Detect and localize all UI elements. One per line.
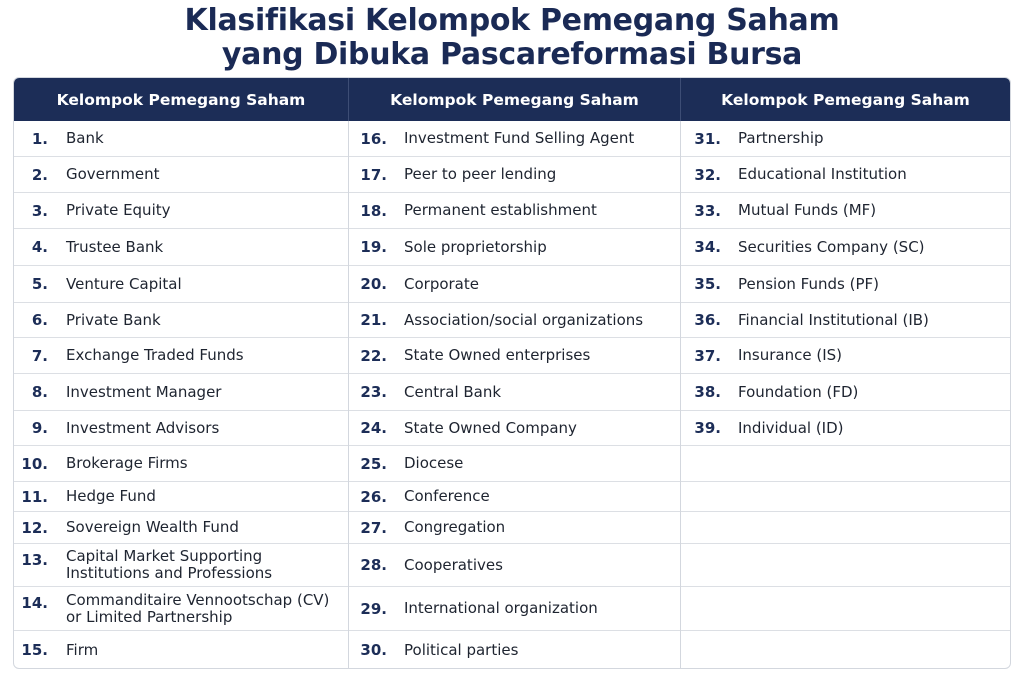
row-number: 33. xyxy=(694,201,721,220)
table-row xyxy=(14,587,348,631)
row-number: 17. xyxy=(360,165,387,184)
row-label: Congregation xyxy=(404,518,506,536)
row-label: Peer to peer lending xyxy=(404,165,557,183)
row-label: Pension Funds (PF) xyxy=(738,274,879,293)
table-row xyxy=(349,374,680,411)
table-row xyxy=(14,303,348,338)
table-header xyxy=(14,78,1010,121)
page-title-line-2: yang Dibuka Pascareformasi Bursa xyxy=(221,37,803,72)
row-number: 7. xyxy=(31,346,48,365)
table-row xyxy=(349,411,680,446)
row-label: Conference xyxy=(404,487,490,505)
row-label: Central Bank xyxy=(404,382,502,401)
row-number: 28. xyxy=(360,556,387,574)
row-label: Investment Fund Selling Agent xyxy=(404,129,635,147)
row-label: Partnership xyxy=(738,129,824,147)
table-row xyxy=(349,121,680,157)
row-number: 8. xyxy=(31,383,48,401)
table-row xyxy=(349,303,680,338)
table-row xyxy=(349,631,680,669)
table-row xyxy=(14,121,348,157)
row-number: 27. xyxy=(360,518,387,537)
table-row xyxy=(349,482,680,512)
table-row xyxy=(14,446,348,482)
row-number: 5. xyxy=(31,275,48,293)
row-label: Foundation (FD) xyxy=(738,382,859,401)
table-row xyxy=(681,631,1010,669)
table-row xyxy=(681,446,1010,482)
table-row xyxy=(681,338,1010,374)
column-header-3: Kelompok Pemegang Saham xyxy=(721,90,970,109)
table-row xyxy=(14,482,348,512)
row-number: 3. xyxy=(31,201,48,220)
row-label: Association/social organizations xyxy=(404,310,644,329)
table-row xyxy=(14,193,348,229)
shareholder-group-table xyxy=(13,77,1011,669)
row-number: 26. xyxy=(360,487,387,506)
row-number: 36. xyxy=(694,311,721,329)
table-row xyxy=(349,193,680,229)
row-number: 12. xyxy=(21,518,48,537)
table-row xyxy=(14,338,348,374)
table-row xyxy=(681,193,1010,229)
row-label: Permanent establishment xyxy=(404,201,597,219)
table-row xyxy=(681,157,1010,193)
column-header-1: Kelompok Pemegang Saham xyxy=(14,78,349,121)
row-number: 11. xyxy=(21,487,48,506)
row-number: 13. xyxy=(21,551,48,569)
row-number: 38. xyxy=(694,383,721,401)
table-row xyxy=(349,338,680,374)
row-label: Venture Capital xyxy=(66,274,182,293)
row-number: 6. xyxy=(31,311,48,329)
table-row xyxy=(681,121,1010,157)
row-label: Investment Advisors xyxy=(66,418,220,437)
row-number: 10. xyxy=(21,454,48,473)
row-label: State Owned Company xyxy=(404,418,577,437)
row-number: 32. xyxy=(694,165,721,184)
table-row xyxy=(681,374,1010,411)
table-row xyxy=(14,411,348,446)
table-row xyxy=(14,544,348,587)
row-number: 21. xyxy=(360,311,387,329)
row-label: Financial Institutional (IB) xyxy=(738,310,929,329)
row-label: Bank xyxy=(66,129,104,147)
row-number: 30. xyxy=(360,641,387,659)
row-label: Private Equity xyxy=(66,201,171,219)
table-row xyxy=(349,229,680,266)
row-label: Private Bank xyxy=(66,310,161,329)
row-number: 4. xyxy=(31,238,48,256)
column-header-2: Kelompok Pemegang Saham xyxy=(349,78,681,121)
table-row xyxy=(349,587,680,631)
row-label: Government xyxy=(66,165,160,183)
table-row xyxy=(681,544,1010,587)
row-label: Corporate xyxy=(404,274,479,293)
row-number: 25. xyxy=(360,454,387,473)
row-label: Cooperatives xyxy=(404,555,503,574)
row-number: 31. xyxy=(694,129,721,148)
table-row xyxy=(14,157,348,193)
table-row xyxy=(681,266,1010,303)
table-column-3 xyxy=(681,121,1010,669)
page-title xyxy=(0,4,1024,72)
row-number: 29. xyxy=(360,599,387,618)
row-label: Exchange Traded Funds xyxy=(66,346,244,364)
table-row xyxy=(349,544,680,587)
table-body xyxy=(14,121,1010,669)
row-label: International organization xyxy=(404,599,598,617)
table-row xyxy=(681,587,1010,631)
table-row xyxy=(349,266,680,303)
row-number: 37. xyxy=(694,346,721,365)
row-number: 14. xyxy=(21,594,48,612)
table-row xyxy=(14,266,348,303)
row-number: 1. xyxy=(31,129,48,148)
page-title-line-1: Klasifikasi Kelompok Pemegang Saham xyxy=(184,3,840,38)
row-number: 18. xyxy=(360,201,387,220)
row-label: Diocese xyxy=(404,454,464,472)
row-label: Sovereign Wealth Fund xyxy=(66,518,239,536)
table-row xyxy=(681,303,1010,338)
table-column-1 xyxy=(14,121,349,669)
row-label: Political parties xyxy=(404,640,519,659)
row-label: Sole proprietorship xyxy=(404,237,547,256)
row-number: 9. xyxy=(31,419,48,437)
table-row xyxy=(681,411,1010,446)
row-number: 35. xyxy=(694,275,721,293)
row-label: Hedge Fund xyxy=(66,487,156,505)
table-row xyxy=(681,512,1010,544)
row-number: 20. xyxy=(360,275,387,293)
row-number: 23. xyxy=(360,383,387,401)
row-label: State Owned enterprises xyxy=(404,346,591,364)
row-label: Individual (ID) xyxy=(738,418,844,437)
table-row xyxy=(681,229,1010,266)
table-row xyxy=(349,512,680,544)
row-label: Insurance (IS) xyxy=(738,346,843,364)
table-row xyxy=(14,512,348,544)
row-number: 19. xyxy=(360,238,387,256)
table-row xyxy=(349,157,680,193)
row-number: 24. xyxy=(360,419,387,437)
row-label: Trustee Bank xyxy=(66,237,164,256)
table-row xyxy=(14,229,348,266)
row-label: Educational Institution xyxy=(738,165,907,183)
row-label: Investment Manager xyxy=(66,382,222,401)
row-number: 39. xyxy=(694,419,721,437)
row-number: 15. xyxy=(21,641,48,659)
table-row xyxy=(681,482,1010,512)
table-row xyxy=(14,374,348,411)
table-row xyxy=(349,446,680,482)
row-label: Capital Market Supporting Institutions and Professions xyxy=(66,547,273,582)
row-number: 16. xyxy=(360,129,387,148)
row-label: Securities Company (SC) xyxy=(738,237,925,256)
row-number: 22. xyxy=(360,346,387,365)
row-number: 2. xyxy=(31,165,48,184)
row-number: 34. xyxy=(694,238,721,256)
row-label: Brokerage Firms xyxy=(66,454,188,472)
table-row xyxy=(14,631,348,669)
row-label: Firm xyxy=(66,640,99,659)
row-label: Commanditaire Vennootschap (CV) or Limited Partnership xyxy=(66,590,330,626)
row-label: Mutual Funds (MF) xyxy=(738,201,877,219)
table-column-2 xyxy=(349,121,681,669)
